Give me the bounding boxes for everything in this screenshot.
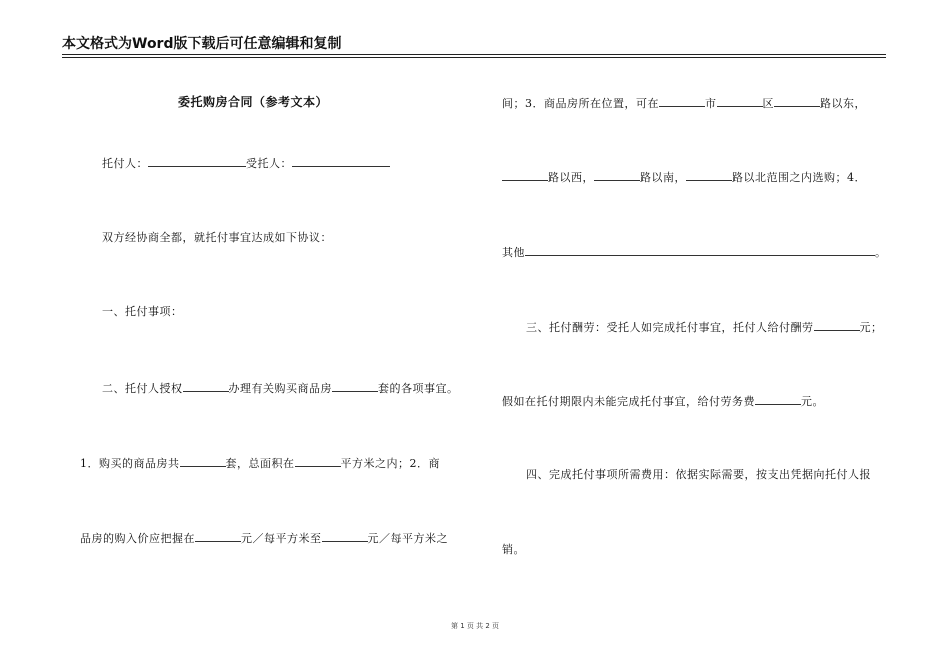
page-footer <box>0 621 950 631</box>
intro-paragraph: 双方经协商全都，就托付事宜达成如下协议： <box>102 231 332 244</box>
location2-text-a: 路以西， <box>548 171 594 184</box>
section3-text-b: 元； <box>859 321 883 334</box>
section2-text-a: 二、托付人授权 <box>102 382 183 395</box>
location-text-b: 市 <box>705 97 717 110</box>
item1-text-b: 套，总面积在 <box>225 457 295 470</box>
item1-text-c: 平方米之内；2．商 <box>340 457 440 470</box>
section4-line: 四、完成托付事项所需费用：依据实际需要，按支出凭据向托付人报 <box>526 468 871 481</box>
section2-line <box>102 380 459 396</box>
principal-blank <box>148 155 246 167</box>
section3-text-d: 元。 <box>801 395 824 408</box>
min-price-blank <box>195 530 241 542</box>
document-header <box>62 34 886 55</box>
agent-blank <box>292 155 390 167</box>
parties-line <box>102 155 390 171</box>
principal-label: 托付人： <box>102 157 148 170</box>
item2-text-c: 元／每平方米之 <box>367 532 448 545</box>
labor-fee-blank <box>755 393 801 405</box>
section1-heading: 一、托付事项： <box>102 305 183 318</box>
section4-line-2: 销。 <box>502 543 525 556</box>
section2-text-b: 办理有关购买商品房 <box>228 382 332 395</box>
other-blank <box>525 244 875 256</box>
district-blank <box>717 95 763 107</box>
location-text-a: 间；3．商品房所在位置，可在 <box>502 97 659 110</box>
max-price-blank <box>322 530 368 542</box>
location2-text-c: 路以北范围之内选购；4． <box>732 171 866 184</box>
other-end: 。 <box>875 246 887 259</box>
set-count-blank <box>332 380 378 392</box>
east-road-blank <box>774 95 820 107</box>
section3-line <box>526 319 883 335</box>
section3-text-c: 假如在托付期限内未能完成托付事宜，给付劳务费 <box>502 395 755 408</box>
city-blank <box>659 95 705 107</box>
other-label: 其他 <box>502 246 525 259</box>
north-road-blank <box>686 169 732 181</box>
location-text-d: 路以东， <box>820 97 866 110</box>
item2-line <box>80 530 448 546</box>
reward-blank <box>814 319 860 331</box>
item2-text-a: 品房的购入价应把握在 <box>80 532 195 545</box>
location2-text-b: 路以南， <box>640 171 686 184</box>
section3-text-a: 三、托付酬劳：受托人如完成托付事宜，托付人给付酬劳 <box>526 321 814 334</box>
contract-title: 委托购房合同（参考文本） <box>178 95 329 109</box>
page-number: 第 1 页 共 2 页 <box>450 622 500 630</box>
item2-text-b: 元／每平方米至 <box>241 532 322 545</box>
location-line <box>502 95 866 111</box>
west-road-blank <box>502 169 548 181</box>
authorized-person-blank <box>183 380 229 392</box>
item1-text-a: 1．购买的商品房共 <box>80 457 180 470</box>
location-text-c: 区 <box>762 97 774 110</box>
total-area-blank <box>295 455 341 467</box>
south-road-blank <box>594 169 640 181</box>
header-text: 本文格式为Word版下载后可任意编辑和复制 <box>62 36 342 52</box>
agent-label: 受托人： <box>246 157 292 170</box>
total-sets-blank <box>180 455 226 467</box>
section3-line-2 <box>502 393 824 409</box>
item1-line <box>80 455 440 471</box>
other-line <box>502 244 887 260</box>
section2-text-c: 套的各项事宜。 <box>378 382 459 395</box>
location-line-2 <box>502 169 866 185</box>
